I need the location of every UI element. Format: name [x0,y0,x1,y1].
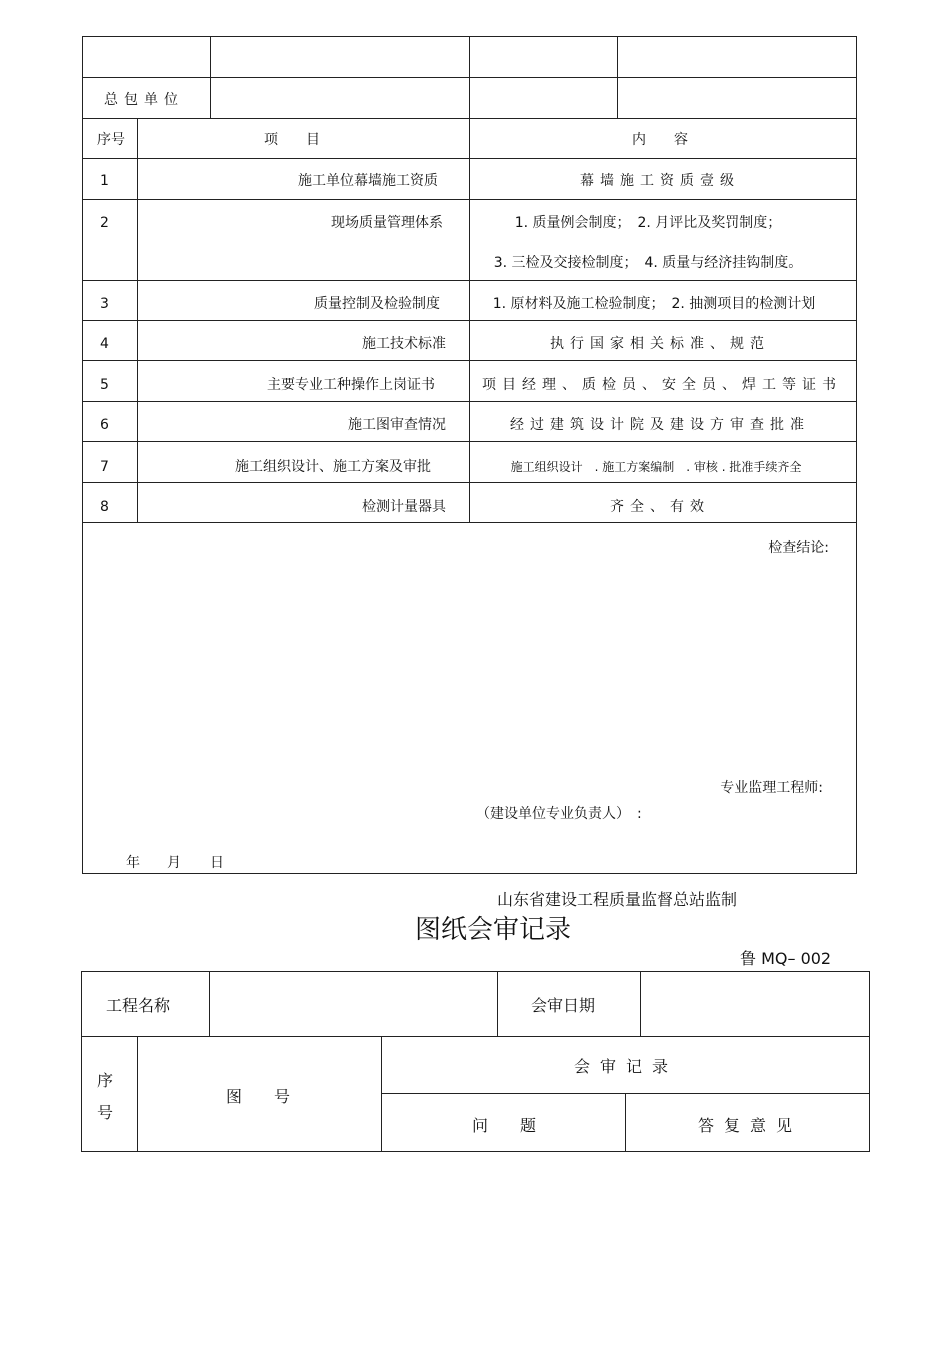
row-content: 施工组织设计 . 施工方案编制 . 审核 . 批准手续齐全 [510,460,802,474]
rule [81,1036,870,1037]
row-no: 7 [100,459,109,475]
date-month: 月 [167,855,181,871]
date-year: 年 [126,855,140,871]
row-content: 执行国家相关标准、规范 [550,336,770,352]
question-label: 问 题 [471,1116,537,1135]
row-no: 4 [100,336,109,352]
rule [856,36,857,874]
rule [82,873,857,874]
rule [81,971,870,972]
row-item: 质量控制及检验制度 [314,296,440,312]
row-content: 齐全、有效 [610,499,710,515]
no-label-1: 序 [97,1071,114,1090]
row-content: 1. 质量例会制度； 2. 月评比及奖罚制度； [514,215,782,231]
date-day: 日 [210,855,224,871]
rule [640,971,641,1036]
rule [137,1036,138,1151]
contractor-label: 总包单位 [104,92,184,108]
row-no: 5 [100,377,109,393]
row-item: 施工技术标准 [362,336,446,352]
row-no: 2 [100,215,109,231]
rule [137,118,138,522]
rule [81,971,82,1152]
rule [209,971,210,1036]
row-item: 主要专业工种操作上岗证书 [267,377,435,393]
rule [469,36,470,522]
review-record-label: 会审记录 [573,1057,679,1076]
row-item: 检测计量器具 [362,499,446,515]
supervisor-label: 专业监理工程师: [720,780,823,796]
header-content: 内 容 [632,132,688,148]
drawing-no-label: 图 号 [225,1087,291,1106]
reply-label: 答复意见 [697,1116,803,1135]
row-item: 现场质量管理体系 [331,215,443,231]
rule [381,1036,382,1151]
row-item: 施工单位幕墙施工资质 [298,173,438,189]
row-item: 施工组织设计、施工方案及审批 [235,459,431,475]
header-item: 项 目 [264,132,320,148]
row-content: 幕墙施工资质壹级 [580,173,740,189]
row-no: 1 [100,173,109,189]
rule [82,522,857,523]
page-title: 图纸会审记录 [415,915,572,945]
review-date-label: 会审日期 [531,996,596,1015]
rule [617,36,618,118]
row-content: 项目经理、质检员、安全员、焊工等证书 [482,377,842,393]
rule [869,971,870,1152]
row-no: 3 [100,296,109,312]
row-item: 施工图审查情况 [348,417,446,433]
rule [82,36,83,874]
project-name-label: 工程名称 [106,996,171,1015]
rule [625,1093,626,1151]
no-label-2: 号 [97,1103,114,1122]
row-content: 1. 原材料及施工检验制度； 2. 抽测项目的检测计划 [492,296,816,312]
rule [81,1151,870,1152]
rule [210,36,211,118]
owner-label: （建设单位专业负责人） : [476,806,642,822]
form-code: 鲁 MQ– 002 [740,949,832,968]
conclusion-label: 检查结论: [768,540,829,556]
row-content-line2: 3. 三检及交接检制度； 4. 质量与经济挂钩制度。 [493,255,803,271]
row-content: 经过建筑设计院及建设方审查批准 [510,417,810,433]
row-no: 6 [100,417,109,433]
rule [497,971,498,1036]
issuer-text: 山东省建设工程质量监督总站监制 [497,890,738,909]
header-no: 序号 [97,132,125,148]
row-no: 8 [100,499,109,515]
